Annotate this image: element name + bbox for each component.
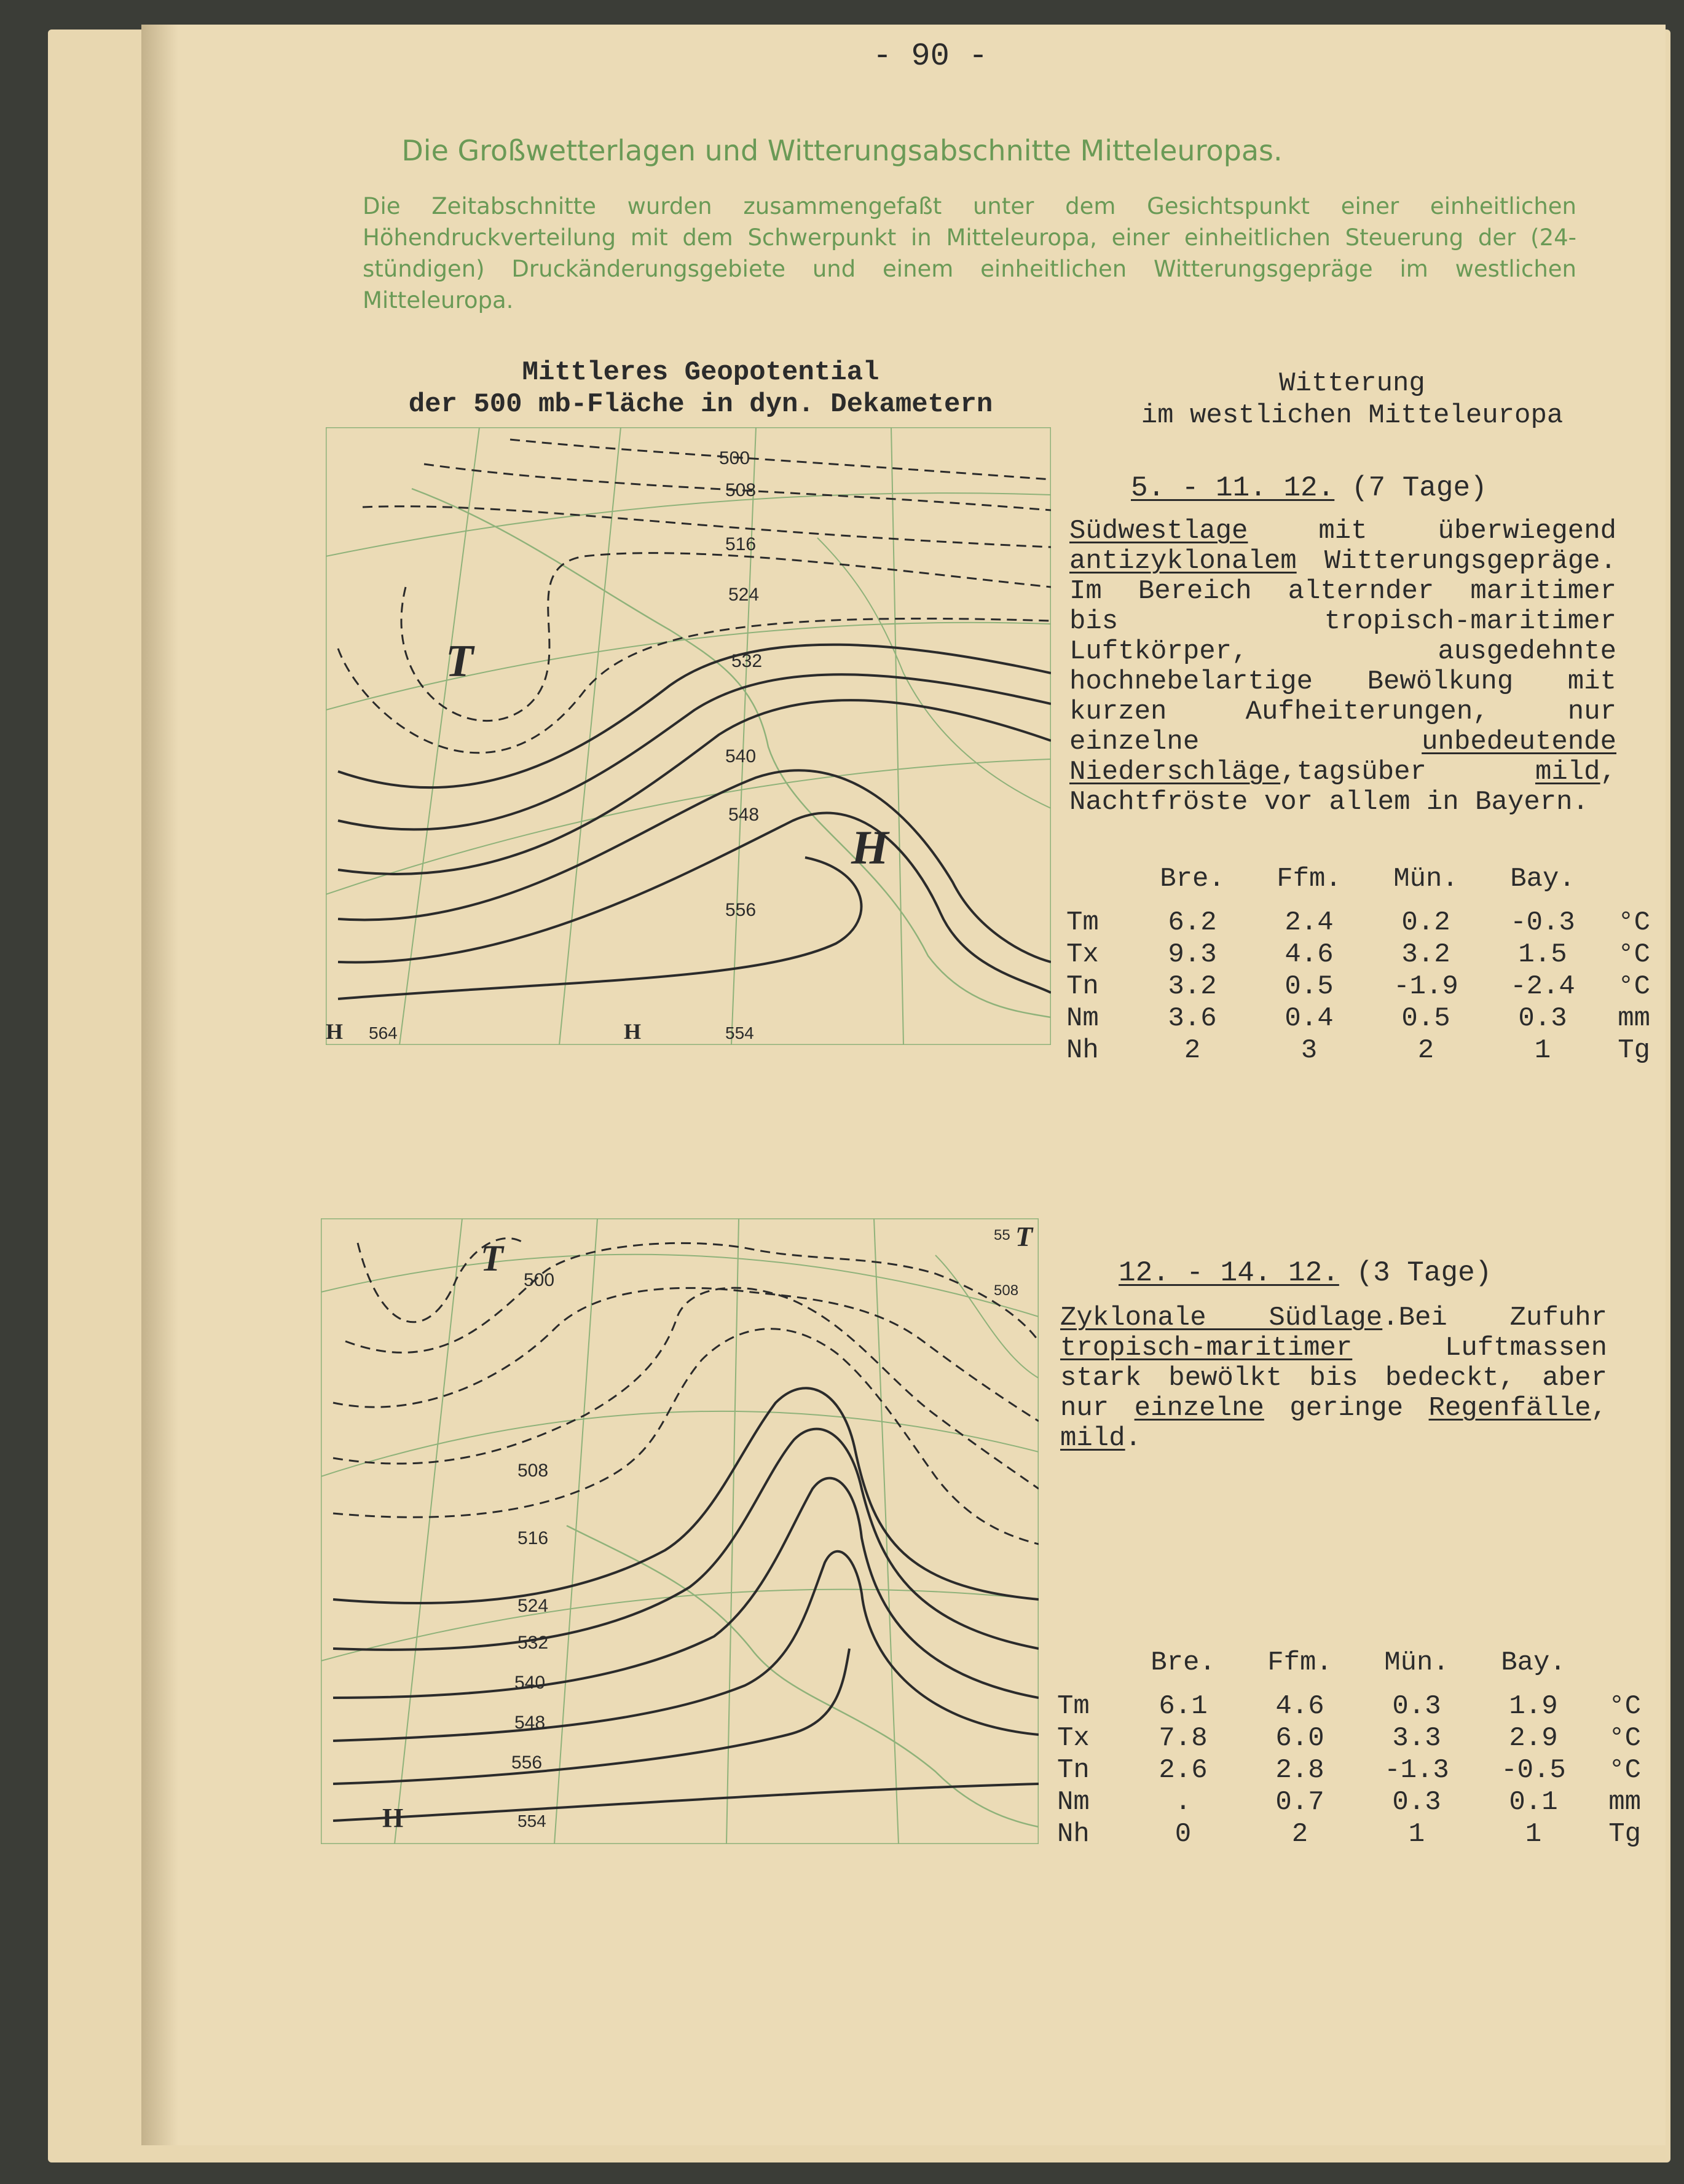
unit-cell: °C (1608, 1755, 1641, 1786)
row-label: Nh (1057, 1819, 1090, 1850)
map-title (332, 357, 1069, 420)
stats-table-1 (1066, 864, 1650, 1066)
table-row (1066, 907, 1650, 939)
contour-label: 508 (994, 1282, 1019, 1299)
table-row (1066, 1035, 1650, 1066)
high-pressure-label-bottom-left: H (326, 1019, 344, 1044)
solid-contours (333, 1388, 1039, 1821)
unit-cell: Tg (1618, 1035, 1650, 1066)
period-1-dates: 5. - 11. 12. (1131, 472, 1335, 504)
text-run: , (1591, 1393, 1607, 1424)
table-row (1057, 1722, 1641, 1754)
underlined-phrase: Zyklonale Südlage (1060, 1303, 1383, 1333)
text-run: . (1125, 1423, 1142, 1454)
high-pressure-label: H (382, 1803, 404, 1833)
dashed-contours (333, 1239, 1039, 1545)
value-cell: 4.6 (1285, 939, 1334, 970)
value-cell: 0.4 (1285, 1003, 1334, 1034)
row-label: Tx (1066, 939, 1099, 970)
section-2-text (1060, 1303, 1607, 1454)
text-run: .Bei Zufuhr (1382, 1303, 1608, 1333)
low-pressure-label-top-right: T (1015, 1221, 1033, 1252)
value-cell: 0.3 (1392, 1691, 1441, 1722)
column-header: Bre. (1160, 864, 1225, 894)
high-pressure-label: H (851, 821, 889, 874)
column-header: Mün. (1384, 1647, 1449, 1678)
map-title-line1: Mittleres Geopotential (522, 357, 879, 388)
contour-label: 524 (517, 1596, 549, 1616)
value-cell: 0.5 (1401, 1003, 1450, 1034)
unit-cell: Tg (1608, 1819, 1641, 1850)
contour-label: 524 (728, 585, 760, 605)
value-cell: 3.2 (1168, 971, 1217, 1002)
low-pressure-label-top-left: T (481, 1238, 503, 1279)
page-heading: Die Großwetterlagen und Witterungsabschnitte Mitteleuropas. (401, 134, 1283, 167)
contour-label: 500 (524, 1270, 555, 1290)
unit-cell: °C (1608, 1691, 1641, 1722)
contour-label: 556 (725, 900, 757, 920)
value-cell: 2.9 (1509, 1723, 1558, 1754)
value-cell: . (1174, 1787, 1192, 1818)
underlined-phrase: tropisch-maritimer (1060, 1333, 1353, 1363)
text-run: Luftmassen stark bewölkt bis bedeckt, aber nur (1060, 1333, 1607, 1424)
table-row (1066, 971, 1650, 1003)
column-header: Mün. (1393, 864, 1458, 894)
value-cell: 6.1 (1159, 1691, 1208, 1722)
table-row (1057, 1786, 1641, 1818)
unit-cell: mm (1618, 1003, 1650, 1034)
value-cell: 1 (1408, 1819, 1425, 1850)
column-header (1057, 1647, 1125, 1690)
unit-cell: °C (1618, 939, 1650, 970)
value-cell: 9.3 (1168, 939, 1217, 970)
column-header: Ffm. (1277, 864, 1342, 894)
value-cell: 1 (1534, 1035, 1551, 1066)
row-label: Tm (1057, 1691, 1090, 1722)
contour-label: 556 (511, 1752, 543, 1773)
underlined-phrase: Regenfälle (1428, 1393, 1591, 1424)
text-run: geringe (1264, 1393, 1429, 1424)
section-1-text (1069, 516, 1616, 818)
table-row (1057, 1754, 1641, 1786)
row-label: Nh (1066, 1035, 1099, 1066)
contour-label: 508 (517, 1461, 549, 1481)
contour-label: 548 (514, 1713, 546, 1733)
period-1-duration: (7 Tage) (1351, 472, 1487, 504)
period-2 (1119, 1257, 1492, 1289)
value-cell: 2.4 (1285, 907, 1334, 938)
text-run: mit überwiegend (1248, 516, 1616, 546)
contour-label: 55 (994, 1227, 1010, 1244)
contour-label: 532 (731, 651, 763, 671)
unit-cell: °C (1618, 907, 1650, 938)
contour-label: 500 (719, 448, 750, 468)
value-cell: 2.8 (1275, 1755, 1324, 1786)
underlined-phrase: unbedeutende Niederschläge (1069, 727, 1616, 787)
column-header: Bay. (1501, 1647, 1566, 1678)
map-grid (326, 427, 1051, 1045)
underlined-phrase: mild (1535, 757, 1600, 787)
period-2-dates: 12. - 14. 12. (1119, 1257, 1339, 1289)
value-cell: 6.0 (1275, 1723, 1324, 1754)
value-cell: 0.7 (1275, 1787, 1324, 1818)
table-row (1057, 1690, 1641, 1722)
value-cell: 3 (1300, 1035, 1318, 1066)
value-cell: 2 (1417, 1035, 1434, 1066)
value-cell: 0 (1174, 1819, 1192, 1850)
text-run: Witterungsgepräge. Im Bereich alternder maritimer bis tropisch-maritimer Luftkörper, ausgedehnte hochnebelartige Bewölkung mit kurzen Aufheiterungen, nur einzelne (1069, 546, 1616, 757)
value-cell: -1.3 (1384, 1755, 1449, 1786)
column-header (1066, 864, 1134, 907)
stats-body (1057, 1690, 1641, 1850)
weather-title-line1: Witterung (1279, 368, 1425, 399)
column-header (1601, 864, 1650, 907)
contour-label: 516 (517, 1528, 549, 1548)
table-row (1066, 939, 1650, 971)
value-cell: 4.6 (1275, 1691, 1324, 1722)
value-cell: 2 (1291, 1819, 1308, 1850)
value-cell: -0.5 (1501, 1755, 1566, 1786)
row-label: Tm (1066, 907, 1099, 938)
underlined-phrase: Südwestlage (1069, 516, 1248, 546)
row-label: Tx (1057, 1723, 1090, 1754)
geopotential-map-2 (321, 1218, 1039, 1844)
stats-body (1066, 907, 1650, 1066)
dashed-contours (338, 440, 1051, 753)
value-cell: -0.3 (1510, 907, 1575, 938)
value-cell: 0.2 (1401, 907, 1450, 938)
underlined-phrase: einzelne (1134, 1393, 1264, 1424)
row-label: Tn (1057, 1755, 1090, 1786)
value-cell: 1 (1525, 1819, 1542, 1850)
table-row (1057, 1818, 1641, 1850)
value-cell: 3.3 (1392, 1723, 1441, 1754)
column-header: Bre. (1151, 1647, 1216, 1678)
unit-cell: °C (1618, 971, 1650, 1002)
value-cell: 1.5 (1518, 939, 1567, 970)
high-pressure-label-bottom-mid: H (624, 1019, 642, 1044)
geopotential-map-1 (326, 427, 1051, 1045)
map-title-line2: der 500 mb-Fläche in dyn. Dekametern (408, 389, 993, 420)
contour-label: 508 (725, 480, 757, 500)
spine-shadow (141, 25, 178, 2145)
contour-label: 540 (725, 746, 757, 767)
value-cell: 0.3 (1518, 1003, 1567, 1034)
value-cell: 1.9 (1509, 1691, 1558, 1722)
contour-label: 540 (514, 1673, 546, 1693)
contour-label: 564 (369, 1023, 398, 1043)
value-cell: 2 (1184, 1035, 1201, 1066)
contour-label: 516 (725, 534, 757, 554)
value-cell: 2.6 (1159, 1755, 1208, 1786)
underlined-phrase: antizyklonalem (1069, 546, 1297, 577)
unit-cell: °C (1608, 1723, 1641, 1754)
page-number: - 90 - (873, 38, 988, 74)
period-2-duration: (3 Tage) (1356, 1257, 1492, 1289)
underlined-phrase: mild (1060, 1423, 1125, 1454)
stats-header-row (1066, 864, 1650, 907)
contour-label: 548 (728, 805, 760, 825)
contour-label: 532 (517, 1633, 549, 1653)
intro-paragraph: Die Zeitabschnitte wurden zusammengefaßt unter dem Gesichtspunkt einer einheitlichen Höhendruckverteilung mit dem Schwerpunkt in Mitteleuropa, einer einheitlichen Steuerung der (24-stündigen) Druckänderungsgebiete und einem einheitlichen Witterungsgepräge im westlichen Mitteleuropa. (363, 193, 1576, 313)
value-cell: 7.8 (1159, 1723, 1208, 1754)
low-pressure-label: T (446, 636, 474, 687)
value-cell: 3.6 (1168, 1003, 1217, 1034)
row-label: Nm (1066, 1003, 1099, 1034)
value-cell: 0.3 (1392, 1787, 1441, 1818)
weather-title-line2: im westlichen Mitteleuropa (1141, 400, 1564, 431)
text-run: , Nachtfröste vor allem in Bayern. (1069, 757, 1616, 818)
value-cell: -2.4 (1510, 971, 1575, 1002)
weather-title (1088, 368, 1616, 432)
table-row (1066, 1003, 1650, 1035)
column-header (1592, 1647, 1641, 1690)
column-header: Bay. (1510, 864, 1575, 894)
value-cell: 3.2 (1401, 939, 1450, 970)
value-cell: -1.9 (1393, 971, 1458, 1002)
value-cell: 0.5 (1285, 971, 1334, 1002)
row-label: Nm (1057, 1787, 1090, 1818)
contour-label: 554 (725, 1023, 754, 1043)
value-cell: 0.1 (1509, 1787, 1558, 1818)
row-label: Tn (1066, 971, 1099, 1002)
period-1 (1131, 472, 1487, 504)
value-cell: 6.2 (1168, 907, 1217, 938)
column-header: Ffm. (1267, 1647, 1332, 1678)
stats-header-row (1057, 1647, 1641, 1690)
text-run: ,tagsüber (1280, 757, 1535, 787)
unit-cell: mm (1608, 1787, 1641, 1818)
contour-label: 554 (517, 1811, 546, 1831)
stats-table-2 (1057, 1647, 1641, 1850)
